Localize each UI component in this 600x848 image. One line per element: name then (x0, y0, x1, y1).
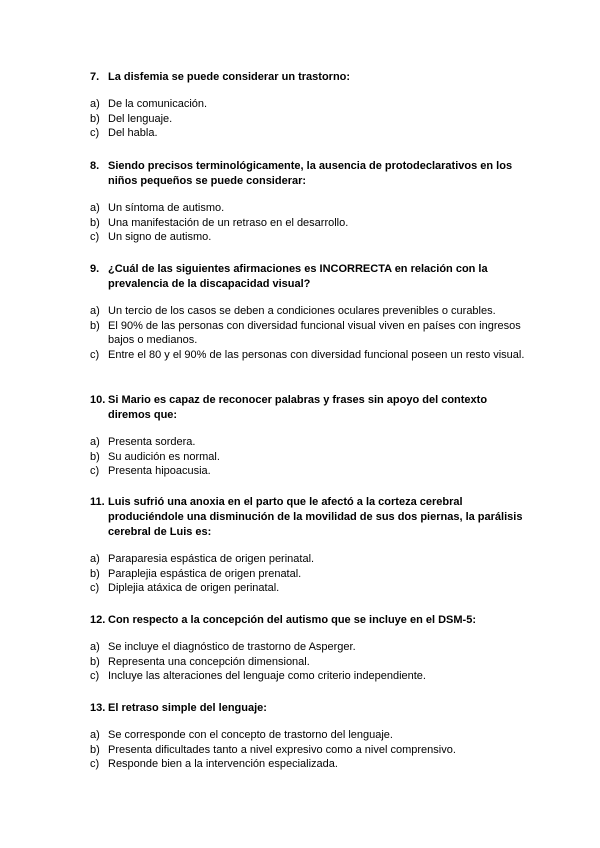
option-letter: a) (90, 202, 100, 214)
option-a (90, 640, 530, 655)
option-letter: b) (90, 567, 100, 580)
option-text: Presenta dificultades tanto a nivel expresivo como a nivel comprensivo. (108, 743, 456, 756)
option-b (90, 216, 530, 231)
option-c (90, 230, 530, 245)
option-a (90, 97, 530, 112)
question-12 (90, 613, 530, 684)
option-letter: c) (90, 670, 100, 683)
option-c (90, 464, 530, 479)
option-text: Se incluye el diagnóstico de trastorno de Asperger. (108, 641, 356, 653)
option-letter: a) (90, 98, 100, 110)
question-9 (90, 262, 530, 362)
option-text: Diplejia atáxica de origen perinatal. (108, 582, 280, 595)
option-text: Paraplejia espástica de origen prenatal. (108, 567, 302, 580)
question-number: 8. (90, 160, 100, 172)
option-text: Un tercio de los casos se deben a condiciones oculares prevenibles o curables. (108, 305, 496, 317)
question-number: 12. (90, 614, 106, 626)
option-b (90, 655, 530, 670)
option-a (90, 728, 530, 743)
option-b (90, 743, 530, 758)
option-text: Incluye las alteraciones del lenguaje como criterio independiente. (108, 670, 426, 683)
option-text: Del habla. (108, 127, 158, 140)
question-text: Si Mario es capaz de reconocer palabras y frases sin apoyo del contexto diremos que: (108, 394, 488, 421)
option-text: De la comunicación. (108, 98, 208, 110)
option-text: Representa una concepción dimensional. (108, 655, 310, 668)
option-letter: b) (90, 319, 100, 332)
option-c (90, 757, 530, 772)
option-text: Del lenguaje. (108, 112, 173, 125)
question-number: 9. (90, 263, 100, 275)
question-number: 10. (90, 394, 106, 406)
option-letter: a) (90, 553, 100, 565)
option-letter: c) (90, 231, 100, 244)
option-letter: c) (90, 582, 100, 595)
option-text: Su audición es normal. (108, 450, 220, 463)
answer-options (90, 435, 530, 479)
option-letter: c) (90, 348, 100, 361)
option-text: Un signo de autismo. (108, 231, 212, 244)
question-heading (90, 613, 530, 628)
option-text: Responde bien a la intervención especializada. (108, 758, 338, 771)
option-letter: c) (90, 127, 100, 140)
option-letter: b) (90, 743, 100, 756)
option-c (90, 581, 530, 596)
option-b (90, 450, 530, 465)
option-text: Una manifestación de un retraso en el desarrollo. (108, 216, 349, 229)
option-letter: b) (90, 450, 100, 463)
option-letter: a) (90, 436, 100, 448)
answer-options (90, 304, 530, 362)
option-a (90, 201, 530, 216)
option-text: Presenta hipoacusia. (108, 465, 211, 478)
question-7 (90, 70, 530, 141)
question-text: La disfemia se puede considerar un trastorno: (108, 71, 351, 83)
question-11 (90, 495, 530, 596)
option-b (90, 112, 530, 127)
option-text: Paraparesia espástica de origen perinatal. (108, 553, 315, 565)
option-text: Entre el 80 y el 90% de las personas con diversidad funcional poseen un resto visual. (108, 348, 525, 361)
question-number: 11. (90, 496, 105, 508)
option-letter: b) (90, 655, 100, 668)
answer-options (90, 640, 530, 684)
option-text: Presenta sordera. (108, 436, 196, 448)
question-text: Siendo precisos terminológicamente, la ausencia de protodeclarativos en los niños pequeños se puede considerar: (108, 160, 513, 187)
option-text: Se corresponde con el concepto de trastorno del lenguaje. (108, 729, 393, 741)
question-13 (90, 701, 530, 772)
answer-options (90, 552, 530, 596)
option-a (90, 552, 530, 567)
option-a (90, 304, 530, 319)
option-text: Un síntoma de autismo. (108, 202, 225, 214)
option-letter: b) (90, 216, 100, 229)
answer-options (90, 728, 530, 772)
question-text: ¿Cuál de las siguientes afirmaciones es INCORRECTA en relación con la prevalencia de la discapacidad visual? (108, 263, 488, 290)
option-letter: a) (90, 641, 100, 653)
question-text: Luis sufrió una anoxia en el parto que le afectó a la corteza cerebral produciéndole una disminución de la movilidad de sus dos piernas, la parálisis cerebral de Luis es: (108, 496, 523, 538)
option-b (90, 319, 530, 348)
question-heading (90, 393, 530, 423)
question-number: 13. (90, 702, 106, 714)
option-c (90, 669, 530, 684)
question-text: El retraso simple del lenguaje: (108, 702, 267, 714)
option-letter: b) (90, 112, 100, 125)
option-letter: c) (90, 758, 100, 771)
answer-options (90, 97, 530, 141)
option-c (90, 126, 530, 141)
question-heading (90, 262, 530, 292)
question-number: 7. (90, 71, 100, 83)
question-heading (90, 70, 530, 85)
answer-options (90, 201, 530, 245)
question-heading (90, 159, 530, 189)
question-8 (90, 159, 530, 245)
option-c (90, 348, 530, 363)
option-letter: a) (90, 305, 100, 317)
option-a (90, 435, 530, 450)
option-b (90, 567, 530, 582)
question-10 (90, 393, 530, 479)
question-text: Con respecto a la concepción del autismo que se incluye en el DSM-5: (108, 614, 476, 626)
question-heading (90, 701, 530, 716)
option-text: El 90% de las personas con diversidad funcional visual viven en países con ingresos bajos o medianos. (108, 319, 521, 347)
option-letter: a) (90, 729, 100, 741)
option-letter: c) (90, 465, 100, 478)
question-heading (90, 495, 530, 540)
